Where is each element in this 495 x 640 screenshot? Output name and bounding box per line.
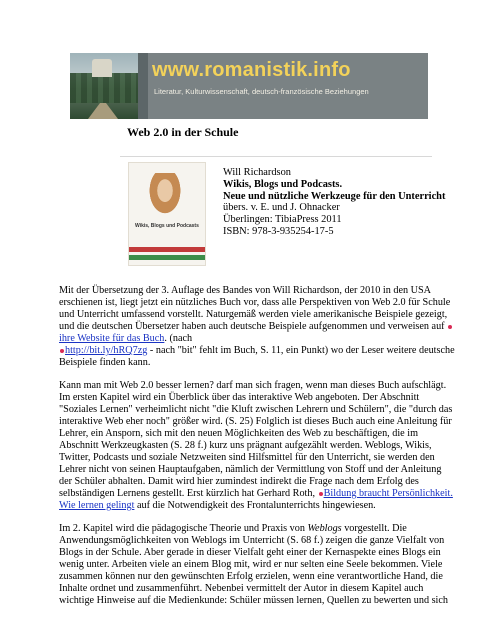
link-marker-icon xyxy=(60,349,64,353)
banner-photo xyxy=(70,53,138,119)
paragraph-line: Lehrer, ein Ansporn, sich mit den neuen Möglichkeiten des Web zu beschäftigen, die im xyxy=(59,428,419,439)
book-website-link[interactable]: ihre Website für das Buch xyxy=(59,333,165,344)
paragraph-line: Beispiele finden kann. xyxy=(59,357,151,368)
book-author: Will Richardson xyxy=(223,167,291,178)
paragraph-line: wenig unter. Arbeiten viele an einem Blog mit, wird er nur selten eine Seele bekommen. Viele xyxy=(59,559,443,570)
short-url-link[interactable]: http://bit.ly/hRQ7zg xyxy=(65,345,148,356)
page-title: Web 2.0 in der Schule xyxy=(127,125,239,139)
book-subtitle: Neue und nützliche Werkzeuge für den Unterricht xyxy=(223,190,446,202)
paragraph-line: Im 2. Kapitel wird die pädagogische Theorie und Praxis von Weblogs vorgestellt. Die xyxy=(59,523,407,534)
paragraph-line: Twitter, Podcasts und soziale Netzweiten sind Hilfsmittel für den Unterricht, sie werden den xyxy=(59,452,435,463)
book-cover-image xyxy=(128,162,206,266)
paragraph-line: der Schüler abhalten. Damit wird hier zumindest indirekt die Frage nach dem Erfolg des xyxy=(59,476,419,487)
banner-divider xyxy=(138,53,148,119)
book-isbn: ISBN: 978-3-935254-17-5 xyxy=(223,225,334,237)
paragraph-line: Lehrer nicht von seinen Hauptaufgaben, nämlich der Vermittlung von Stoff und der Anleitung xyxy=(59,464,442,475)
paragraph-line: http://bit.ly/hRQ7zg - nach "bit" fehlt im Buch, S. 11, ein Punkt) wo der Leser weitere deutsche xyxy=(59,345,455,357)
paragraph-line: zusammen können nur den gewünschten Erfolg erzielen, wenn eine verantwortliche Hand, die xyxy=(59,571,443,582)
paragraph-line: Abschnitt Werkzeugkasten (S. 28 f.) kurz uns prägnant aufgezählt werden. Weblogs, Wikis, xyxy=(59,440,432,451)
roth-book-link[interactable]: Bildung braucht Persönlichkeit. xyxy=(323,488,453,499)
paragraph-line: Im ersten Kapitel wird ein Überblick über das interaktive Web angeboten. Der Abschnitt xyxy=(59,392,420,403)
paragraph-line: Anwendungsmöglichkeiten von Weblogs im Unterricht (S. 68 f.) zeigen die ganze Vielfalt von xyxy=(59,535,445,546)
paragraph-line: und die deutschen Übersetzer haben auch deutsche Beispiele aufgenommen und verweisen auf xyxy=(59,321,453,333)
book-translators: übers. v. E. und J. Ohnacker xyxy=(223,202,340,214)
paragraph-line: Inhalte ordnet und zusammenführt. Nebenbei vermittelt der Autor in diesem Kapitel auch xyxy=(59,583,424,594)
paragraph-line: Mit der Übersetzung der 3. Auflage des Bandes von Will Richardson, der 2010 in den USA xyxy=(59,285,432,296)
paragraph-line: interaktive Web eher noch" größer wird. (S. 25) Folglich ist dieses Buch auch eine Anleitung für xyxy=(59,416,452,427)
paragraph-line: Blogs in der Schule. Aber gerade in dieser Vielfalt geht einer der Kernaspekte eines Blogs ein xyxy=(59,547,441,558)
paragraph-line: "Soziales Lernen" verheimlicht nicht "die Kluft zwischen Lehrern und Schülern", die "durch das xyxy=(59,404,453,415)
site-subtitle: Literatur, Kulturwissenschaft, deutsch-französische Beziehungen xyxy=(154,87,369,96)
book-publisher: Überlingen: TibiaPress 2011 xyxy=(223,214,342,226)
roth-book-link-continued[interactable]: Wie lernen gelingt xyxy=(59,500,135,511)
paragraph-line: Kann man mit Web 2.0 besser lernen? darf man sich fragen, wenn man dieses Buch aufschlägt. xyxy=(59,380,447,391)
paragraph-line: selbständigen Lernens gestellt. Erst kürzlich hat Gerhard Roth, Bildung braucht Persönlichkeit. xyxy=(59,488,453,499)
paragraph-line: Wie lernen gelingt auf die Notwendigkeit des Frontalunterrichts hingewiesen. xyxy=(59,500,376,511)
divider xyxy=(120,156,432,157)
site-title: www.romanistik.info xyxy=(152,59,351,81)
book-info xyxy=(223,167,445,238)
cover-photo xyxy=(147,173,183,217)
cover-title: Wikis, Blogs und Podcasts xyxy=(135,223,199,229)
site-banner[interactable] xyxy=(70,53,428,119)
paragraph-line: und Unterricht umfassend vorstellt. Naturgemäß werden viele amerikanische Beispiele gezeigt, xyxy=(59,309,448,320)
paragraph-line: wichtige Hinweise auf die Medienkunde: Schüler müssen lernen, Quellen zu bewerten und sich xyxy=(59,595,448,606)
link-marker-icon xyxy=(319,492,323,496)
paragraph-line: erschienen ist, liegt jetzt ein nützliches Buch vor, dass alle Perspektiven von Web 2.0 für Schule xyxy=(59,297,451,308)
link-marker-icon xyxy=(448,325,452,329)
paragraph-line: ihre Website für das Buch. (nach xyxy=(59,333,193,344)
book-title: Wikis, Blogs und Podcasts. xyxy=(223,178,343,190)
